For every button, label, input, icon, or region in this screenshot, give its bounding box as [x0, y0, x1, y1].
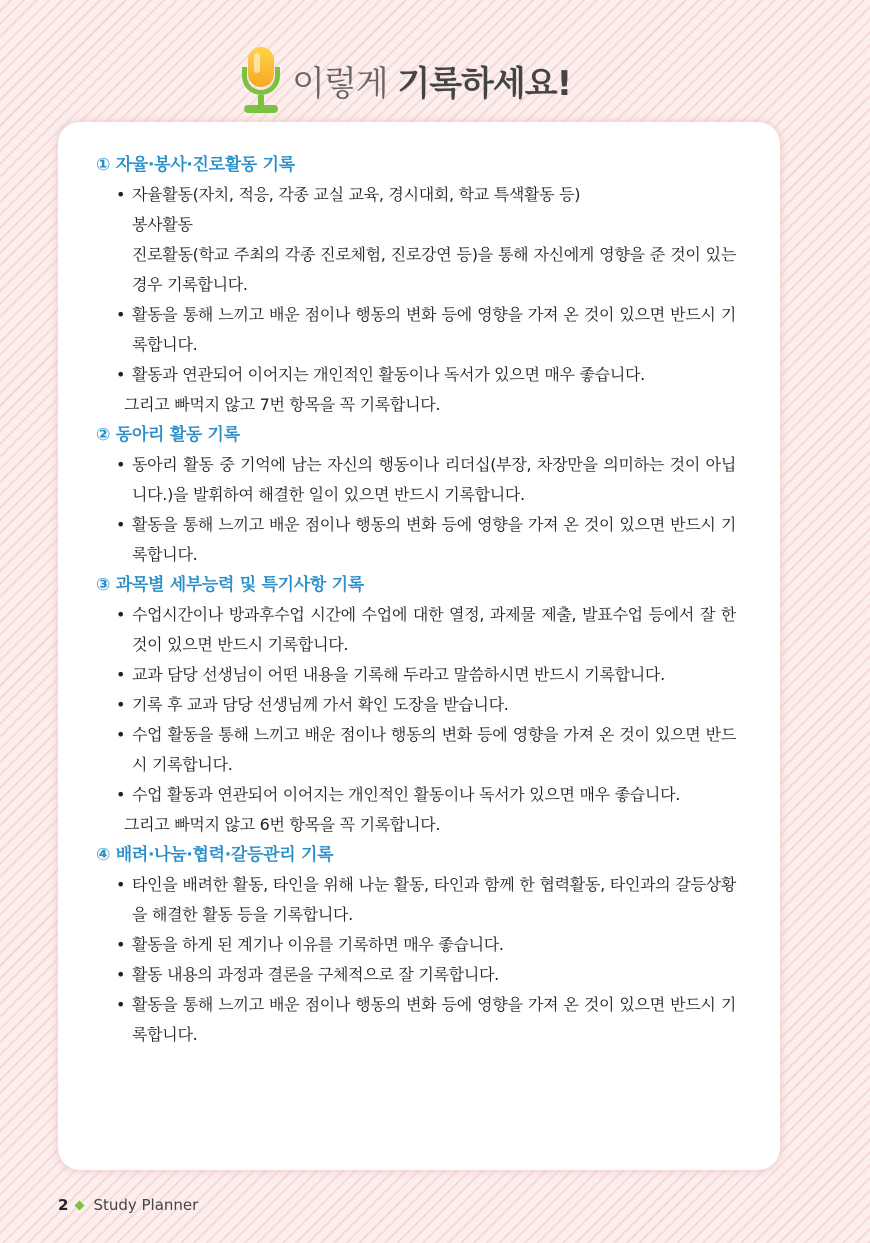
bullet-item: • 수업 활동과 연관되어 이어지는 개인적인 활동이나 독서가 있으면 매우 좋습니다. — [96, 780, 736, 810]
microphone-icon — [238, 41, 284, 119]
section-title: ③ 과목별 세부능력 및 특기사항 기록 — [96, 575, 364, 595]
page-footer — [58, 1196, 198, 1214]
title-light: 이렇게 — [292, 63, 398, 104]
bullet-item: • 활동을 하게 된 계기나 이유를 기록하면 매우 좋습니다. — [96, 930, 736, 960]
diamond-icon — [75, 1200, 85, 1210]
page-title — [292, 56, 571, 105]
bullet-item: • 활동과 연관되어 이어지는 개인적인 활동이나 독서가 있으면 매우 좋습니다. — [96, 360, 736, 390]
section-title: ② 동아리 활동 기록 — [96, 425, 240, 445]
page-header — [238, 40, 571, 120]
bullet-item: • 활동을 통해 느끼고 배운 점이나 행동의 변화 등에 영향을 가져 온 것이 있으면 반드시 기록합니다. — [96, 300, 736, 360]
title-bold: 기록하세요! — [397, 63, 572, 104]
bullet-item: • 타인을 배려한 활동, 타인을 위해 나눈 활동, 타인과 함께 한 협력활동, 타인과의 갈등상황을 해결한 활동 등을 기록합니다. — [96, 870, 736, 930]
bullet-item: • 기록 후 교과 담당 선생님께 가서 확인 도장을 받습니다. — [96, 690, 736, 720]
section-note: 그리고 빠먹지 않고 7번 항목을 꼭 기록합니다. — [124, 395, 441, 414]
section-3 — [96, 570, 736, 840]
bullet-item: • 수업 활동을 통해 느끼고 배운 점이나 행동의 변화 등에 영향을 가져 온 것이 있으면 반드시 기록합니다. — [96, 720, 736, 780]
section-note: 그리고 빠먹지 않고 6번 항목을 꼭 기록합니다. — [124, 815, 441, 834]
section-4 — [96, 840, 736, 1050]
page-number: 2 — [58, 1196, 69, 1214]
bullet-item: • 동아리 활동 중 기억에 남는 자신의 행동이나 리더십(부장, 차장만을 의미하는 것이 아닙니다.)을 발휘하여 해결한 일이 있으면 반드시 기록합니다. — [96, 450, 736, 510]
content-body — [96, 150, 736, 1050]
bullet-item: • 수업시간이나 방과후수업 시간에 수업에 대한 열정, 과제물 제출, 발표수업 등에서 잘 한 것이 있으면 반드시 기록합니다. — [96, 600, 736, 660]
section-title: ① 자율·봉사·진로활동 기록 — [96, 155, 295, 175]
bullet-item: • 활동을 통해 느끼고 배운 점이나 행동의 변화 등에 영향을 가져 온 것이 있으면 반드시 기록합니다. — [96, 990, 736, 1050]
continuation-text: 봉사활동 — [132, 215, 193, 234]
bullet-item: • 활동을 통해 느끼고 배운 점이나 행동의 변화 등에 영향을 가져 온 것이 있으면 반드시 기록합니다. — [96, 510, 736, 570]
footer-label: Study Planner — [93, 1196, 199, 1214]
section-1 — [96, 150, 736, 420]
bullet-item: • 자율활동(자치, 적응, 각종 교실 교육, 경시대회, 학교 특색활동 등) — [96, 180, 736, 210]
section-2 — [96, 420, 736, 570]
bullet-item: • 활동 내용의 과정과 결론을 구체적으로 잘 기록합니다. — [96, 960, 736, 990]
section-title: ④ 배려·나눔·협력·갈등관리 기록 — [96, 845, 334, 865]
bullet-item: • 교과 담당 선생님이 어떤 내용을 기록해 두라고 말씀하시면 반드시 기록합니다. — [96, 660, 736, 690]
continuation-text: 진로활동(학교 주최의 각종 진로체험, 진로강연 등)을 통해 자신에게 영향을 준 것이 있는 경우 기록합니다. — [132, 245, 736, 294]
